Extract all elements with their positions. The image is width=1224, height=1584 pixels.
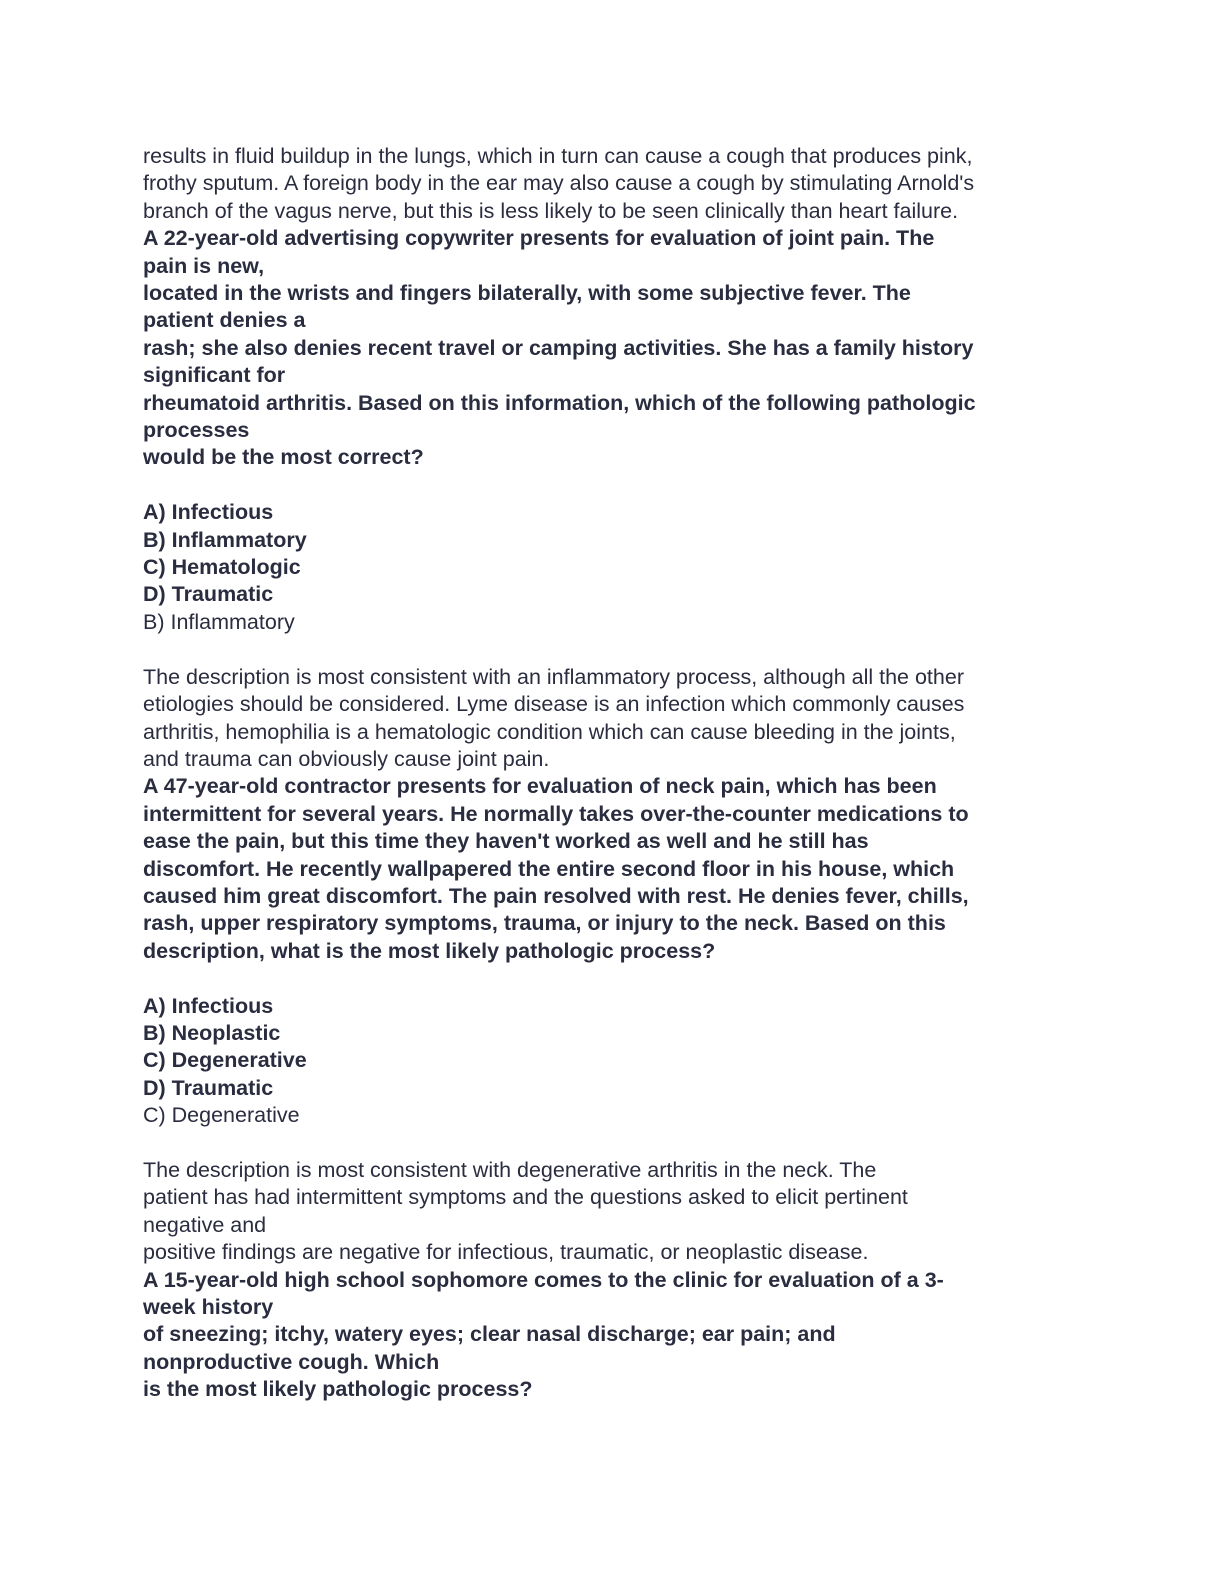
option-c: C) Degenerative — [143, 1048, 307, 1073]
question-line: rash, upper respiratory symptoms, trauma, or injury to the neck. Based on this — [143, 911, 946, 936]
explanation-line: The description is most consistent with degenerative arthritis in the neck. The — [143, 1157, 877, 1182]
question-2-stem — [143, 773, 1083, 965]
text-line: branch of the vagus nerve, but this is less likely to be seen clinically than heart failure. — [143, 198, 959, 223]
question-1-stem — [143, 225, 1083, 472]
question-1-options — [143, 499, 1083, 609]
explanation-line: patient has had intermittent symptoms and the questions asked to elicit pertinent — [143, 1185, 908, 1210]
question-line: rheumatoid arthritis. Based on this information, which of the following pathologic — [143, 390, 976, 415]
question-line: A 15-year-old high school sophomore comes to the clinic for evaluation of a 3- — [143, 1267, 944, 1292]
question-line: discomfort. He recently wallpapered the entire second floor in his house, which — [143, 856, 955, 881]
option-d: D) Traumatic — [143, 1075, 274, 1100]
question-1-explanation — [143, 664, 1083, 774]
spacer — [143, 636, 1083, 663]
option-a: A) Infectious — [143, 500, 274, 525]
explanation-line: etiologies should be considered. Lyme disease is an infection which commonly causes — [143, 692, 965, 717]
spacer — [143, 472, 1083, 499]
question-3 — [143, 1267, 1083, 1404]
text-line: results in fluid buildup in the lungs, which in turn can cause a cough that produces pink, — [143, 144, 973, 168]
question-line: caused him great discomfort. The pain resolved with rest. He denies fever, chills, — [143, 883, 969, 908]
question-2 — [143, 773, 1083, 1266]
question-line: week history — [143, 1295, 274, 1319]
question-line: would be the most correct? — [143, 445, 424, 470]
spacer — [143, 965, 1083, 992]
option-c: C) Hematologic — [143, 555, 301, 580]
explanation-line: arthritis, hemophilia is a hematologic condition which can cause bleeding in the joints, — [143, 719, 956, 744]
question-line: patient denies a — [143, 308, 306, 333]
question-line: nonproductive cough. Which — [143, 1349, 440, 1374]
question-line: rash; she also denies recent travel or camping activities. She has a family history — [143, 335, 974, 360]
question-line: is the most likely pathologic process? — [143, 1377, 533, 1402]
option-d: D) Traumatic — [143, 582, 274, 607]
question-3-stem — [143, 1267, 1083, 1404]
question-line: A 47-year-old contractor presents for evaluation of neck pain, which has been — [143, 774, 937, 799]
question-line: intermittent for several years. He normally takes over-the-counter medications to — [143, 801, 969, 826]
explanation-line: negative and — [143, 1212, 267, 1237]
question-2-answer: C) Degenerative — [143, 1103, 300, 1128]
question-2-explanation — [143, 1157, 1083, 1267]
question-1 — [143, 225, 1083, 773]
option-a: A) Infectious — [143, 993, 274, 1018]
question-line: of sneezing; itchy, watery eyes; clear nasal discharge; ear pain; and — [143, 1322, 836, 1347]
question-2-options — [143, 993, 1083, 1103]
question-line: description, what is the most likely pathologic process? — [143, 938, 716, 963]
explanation-line: The description is most consistent with an inflammatory process, although all the other — [143, 664, 964, 689]
document-page — [143, 143, 1083, 1404]
option-b: B) Inflammatory — [143, 527, 307, 552]
text-line: frothy sputum. A foreign body in the ear may also cause a cough by stimulating Arnold's — [143, 171, 975, 196]
question-line: significant for — [143, 363, 286, 388]
intro-paragraph — [143, 143, 1083, 225]
option-b: B) Neoplastic — [143, 1020, 281, 1045]
question-1-answer: B) Inflammatory — [143, 609, 295, 634]
question-line: pain is new, — [143, 253, 265, 278]
explanation-line: and trauma can obviously cause joint pain. — [143, 746, 550, 771]
question-line: located in the wrists and fingers bilaterally, with some subjective fever. The — [143, 281, 911, 306]
spacer — [143, 1130, 1083, 1157]
question-line: ease the pain, but this time they haven't worked as well and he still has — [143, 829, 869, 854]
question-line: A 22-year-old advertising copywriter presents for evaluation of joint pain. The — [143, 226, 935, 251]
question-line: processes — [143, 418, 250, 443]
explanation-line: positive findings are negative for infectious, traumatic, or neoplastic disease. — [143, 1240, 869, 1265]
